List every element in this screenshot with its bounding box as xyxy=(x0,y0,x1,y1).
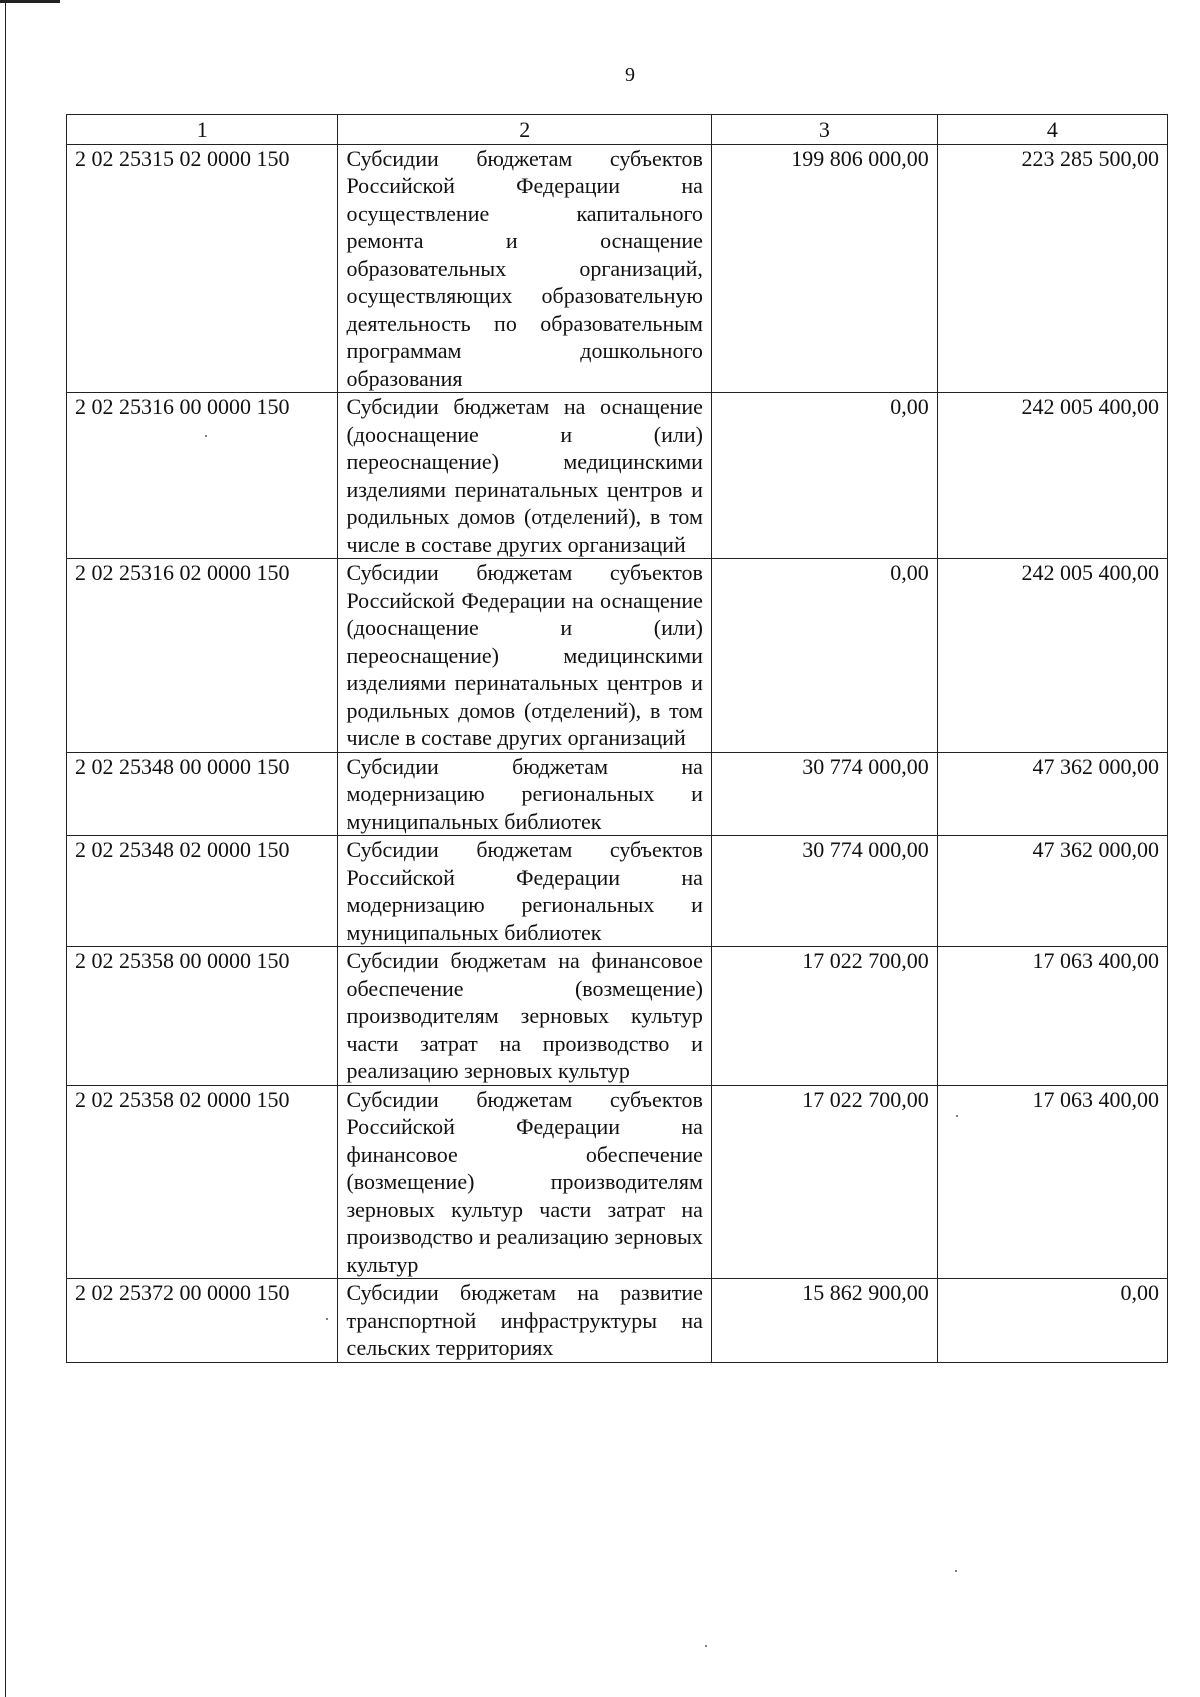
row-col3-value: 30 774 000,00 xyxy=(711,836,937,947)
row-code: 2 02 25316 00 0000 150 xyxy=(67,393,338,559)
header-row xyxy=(67,115,1168,145)
table-row xyxy=(67,144,1168,393)
row-col3-value: 0,00 xyxy=(711,393,937,559)
row-description: Субсидии бюджетам субъектов Российской Федерации на модернизацию региональных и муниципальных библиотек xyxy=(338,836,712,947)
scan-speck xyxy=(955,1570,957,1572)
budget-table xyxy=(66,114,1168,1363)
row-description: Субсидии бюджетам субъектов Российской Федерации на осуществление капитального ремонта и оснащение образовательных организаций, осуществляющих образовательную деятельность по образовательным программам дошкольного образования xyxy=(338,144,712,393)
scan-speck xyxy=(326,1318,328,1320)
row-col3-value: 30 774 000,00 xyxy=(711,752,937,836)
row-code: 2 02 25348 02 0000 150 xyxy=(67,836,338,947)
row-col3-value: 15 862 900,00 xyxy=(711,1279,937,1363)
row-description: Субсидии бюджетам на оснащение (дооснащение и (или) переоснащение) медицинскими изделиями перинатальных центров и родильных домов (отделений), в том числе в составе других организаций xyxy=(338,393,712,559)
table-row xyxy=(67,1279,1168,1363)
table-row xyxy=(67,752,1168,836)
row-description: Субсидии бюджетам субъектов Российской Федерации на оснащение (дооснащение и (или) переоснащение) медицинскими изделиями перинатальных центров и родильных домов (отделений), в том числе в составе других организаций xyxy=(338,559,712,753)
row-col4-value: 242 005 400,00 xyxy=(937,393,1167,559)
row-col4-value: 47 362 000,00 xyxy=(937,836,1167,947)
header-col-1: 1 xyxy=(67,115,338,145)
table-row xyxy=(67,836,1168,947)
scan-speck xyxy=(705,1645,707,1647)
row-code: 2 02 25358 02 0000 150 xyxy=(67,1085,338,1279)
row-code: 2 02 25358 00 0000 150 xyxy=(67,947,338,1086)
row-col3-value: 17 022 700,00 xyxy=(711,1085,937,1279)
row-code: 2 02 25372 00 0000 150 xyxy=(67,1279,338,1363)
row-col4-value: 242 005 400,00 xyxy=(937,559,1167,753)
scan-speck xyxy=(956,1115,958,1117)
table-row xyxy=(67,1085,1168,1279)
row-col4-value: 223 285 500,00 xyxy=(937,144,1167,393)
row-code: 2 02 25315 02 0000 150 xyxy=(67,144,338,393)
table-row xyxy=(67,559,1168,753)
row-code: 2 02 25348 00 0000 150 xyxy=(67,752,338,836)
scan-corner-mark xyxy=(0,0,60,3)
row-col4-value: 0,00 xyxy=(937,1279,1167,1363)
scan-speck xyxy=(205,435,207,437)
row-col4-value: 47 362 000,00 xyxy=(937,752,1167,836)
row-col3-value: 0,00 xyxy=(711,559,937,753)
scan-edge-line xyxy=(5,0,6,1697)
header-col-4: 4 xyxy=(937,115,1167,145)
table-row xyxy=(67,393,1168,559)
header-col-3: 3 xyxy=(711,115,937,145)
row-description: Субсидии бюджетам на финансовое обеспечение (возмещение) производителям зерновых культур части затрат на производство и реализацию зерновых культур xyxy=(338,947,712,1086)
row-col3-value: 17 022 700,00 xyxy=(711,947,937,1086)
header-col-2: 2 xyxy=(338,115,712,145)
row-description: Субсидии бюджетам на развитие транспортной инфраструктуры на сельских территориях xyxy=(338,1279,712,1363)
row-description: Субсидии бюджетам на модернизацию региональных и муниципальных библиотек xyxy=(338,752,712,836)
table-row xyxy=(67,947,1168,1086)
row-col3-value: 199 806 000,00 xyxy=(711,144,937,393)
row-col4-value: 17 063 400,00 xyxy=(937,947,1167,1086)
row-col4-value: 17 063 400,00 xyxy=(937,1085,1167,1279)
page-number: 9 xyxy=(625,64,635,86)
row-code: 2 02 25316 02 0000 150 xyxy=(67,559,338,753)
row-description: Субсидии бюджетам субъектов Российской Федерации на финансовое обеспечение (возмещение) производителям зерновых культур части затрат на производство и реализацию зерновых культур xyxy=(338,1085,712,1279)
